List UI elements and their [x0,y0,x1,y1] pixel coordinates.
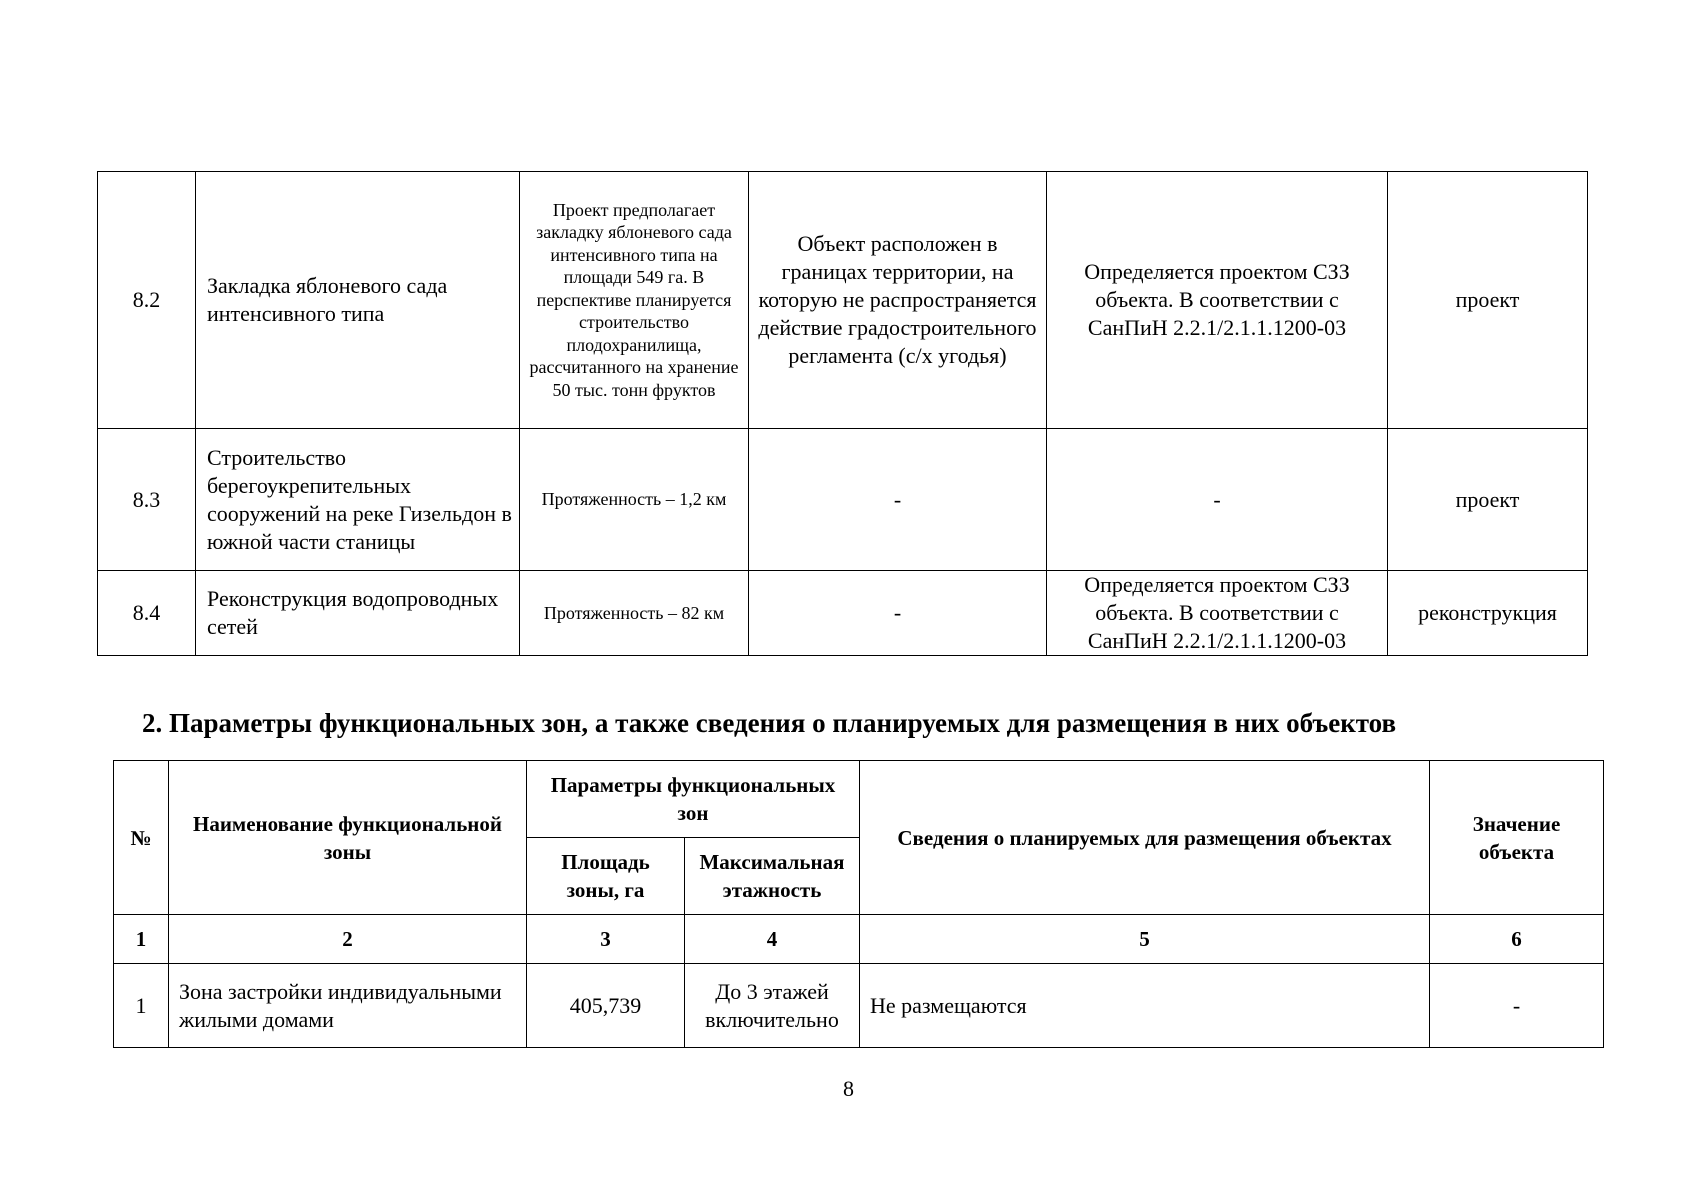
object-location: - [749,429,1047,571]
table-row [98,571,1588,656]
object-name: Реконструкция водопроводных сетей [196,571,520,656]
object-parameters: Протяженность – 1,2 км [520,429,749,571]
sanitary-zone: Определяется проектом СЗЗ объекта. В соответствии с СанПиН 2.2.1/2.1.1.1200-03 [1047,172,1388,429]
header-zone-name: Наименование функциональной зоны [169,761,527,915]
object-parameters: Проект предполагает закладку яблоневого сада интенсивного типа на площади 549 га. В перспективе планируется строительство плодохранилища, рассчитанного на хранение 50 тыс. тонн фруктов [520,172,749,429]
object-status: проект [1388,172,1588,429]
max-floors: До 3 этажей включительно [685,964,860,1048]
object-name: Закладка яблоневого сада интенсивного типа [196,172,520,429]
object-value: - [1430,964,1604,1048]
header-max-floors: Максимальная этажность [685,838,860,915]
header-zone-area: Площадь зоны, га [527,838,685,915]
row-number: 8.4 [98,571,196,656]
header-planned-objects: Сведения о планируемых для размещения объектах [860,761,1430,915]
column-number: 3 [527,915,685,964]
objects-table [97,171,1588,656]
row-number: 8.2 [98,172,196,429]
functional-zones-table [113,760,1604,1048]
column-number: 5 [860,915,1430,964]
row-number: 8.3 [98,429,196,571]
object-status: реконструкция [1388,571,1588,656]
object-status: проект [1388,429,1588,571]
zone-area: 405,739 [527,964,685,1048]
header-number: № [114,761,169,915]
planned-objects: Не размещаются [860,964,1430,1048]
column-number: 2 [169,915,527,964]
column-number: 4 [685,915,860,964]
sanitary-zone: - [1047,429,1388,571]
table-row [114,964,1604,1048]
page-number: 8 [843,1076,854,1101]
object-name: Строительство берегоукрепительных сооружений на реке Гизельдон в южной части станицы [196,429,520,571]
section-heading: 2. Параметры функциональных зон, а также сведения о планируемых для размещения в них объектов [142,708,1397,738]
column-number: 1 [114,915,169,964]
sanitary-zone: Определяется проектом СЗЗ объекта. В соответствии с СанПиН 2.2.1/2.1.1.1200-03 [1047,571,1388,656]
zone-name: Зона застройки индивидуальными жилыми домами [169,964,527,1048]
row-number: 1 [114,964,169,1048]
header-zone-parameters: Параметры функциональных зон [527,761,860,838]
table-row [98,172,1588,429]
column-number: 6 [1430,915,1604,964]
object-location: Объект расположен в границах территории, на которую не распространяется действие градостроительного регламента (с/х угодья) [749,172,1047,429]
object-location: - [749,571,1047,656]
object-parameters: Протяженность – 82 км [520,571,749,656]
table-row [98,429,1588,571]
header-object-value: Значение объекта [1430,761,1604,915]
